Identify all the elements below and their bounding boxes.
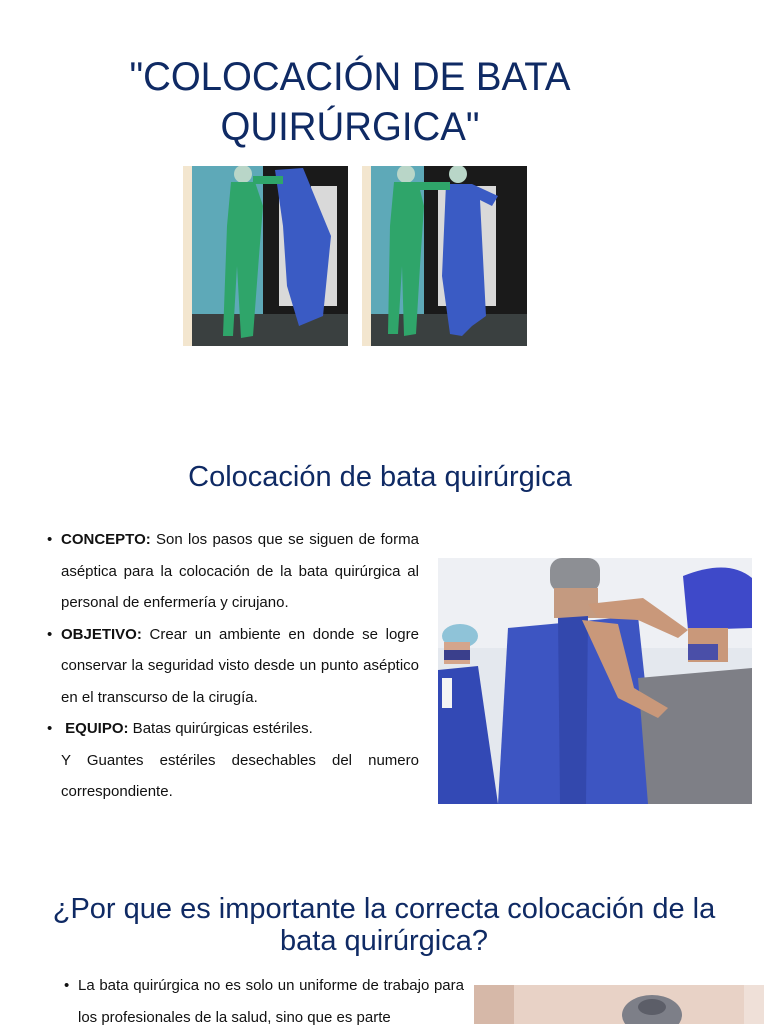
list-item bbox=[47, 619, 419, 714]
item-text: Batas quirúrgicas estériles. bbox=[128, 720, 313, 737]
item-text: Son los pasos que se siguen de forma aséptica para la colocación de la bata quirúrgica al personal de enfermería y cirujano. bbox=[61, 531, 419, 611]
concept-list bbox=[47, 524, 419, 808]
gown-photo-1 bbox=[183, 166, 348, 346]
bottom-photo bbox=[474, 985, 764, 1024]
item-continuation: Y Guantes estériles desechables del numero correspondiente. bbox=[61, 751, 419, 800]
list-item bbox=[47, 713, 419, 745]
page-title: "COLOCACIÓN DE BATA QUIRÚRGICA" bbox=[129, 55, 571, 149]
list-item bbox=[47, 524, 419, 619]
surgery-team-photo bbox=[438, 558, 752, 804]
gown-photo-2 bbox=[362, 166, 527, 346]
bullet-icon: • bbox=[47, 531, 53, 548]
item-label: CONCEPTO: bbox=[61, 531, 151, 548]
item-text: La bata quirúrgica no es solo un uniforme de trabajo para los profesionales de la salud, sino que es parte bbox=[78, 977, 464, 1026]
item-text: Crear un ambiente en donde se logre conservar la seguridad visto desde un punto aséptico en el transcurso de la cirugía. bbox=[61, 625, 419, 706]
section-heading: ¿Por que es importante la correcta colocación de la bata quirúrgica? bbox=[52, 893, 716, 957]
bullet-icon: • bbox=[47, 720, 53, 737]
item-label: EQUIPO: bbox=[61, 720, 129, 737]
bullet-icon: • bbox=[64, 977, 70, 994]
bullet-icon: • bbox=[47, 625, 53, 643]
item-label: OBJETIVO: bbox=[61, 625, 142, 643]
section-heading: Colocación de bata quirúrgica bbox=[188, 461, 572, 493]
